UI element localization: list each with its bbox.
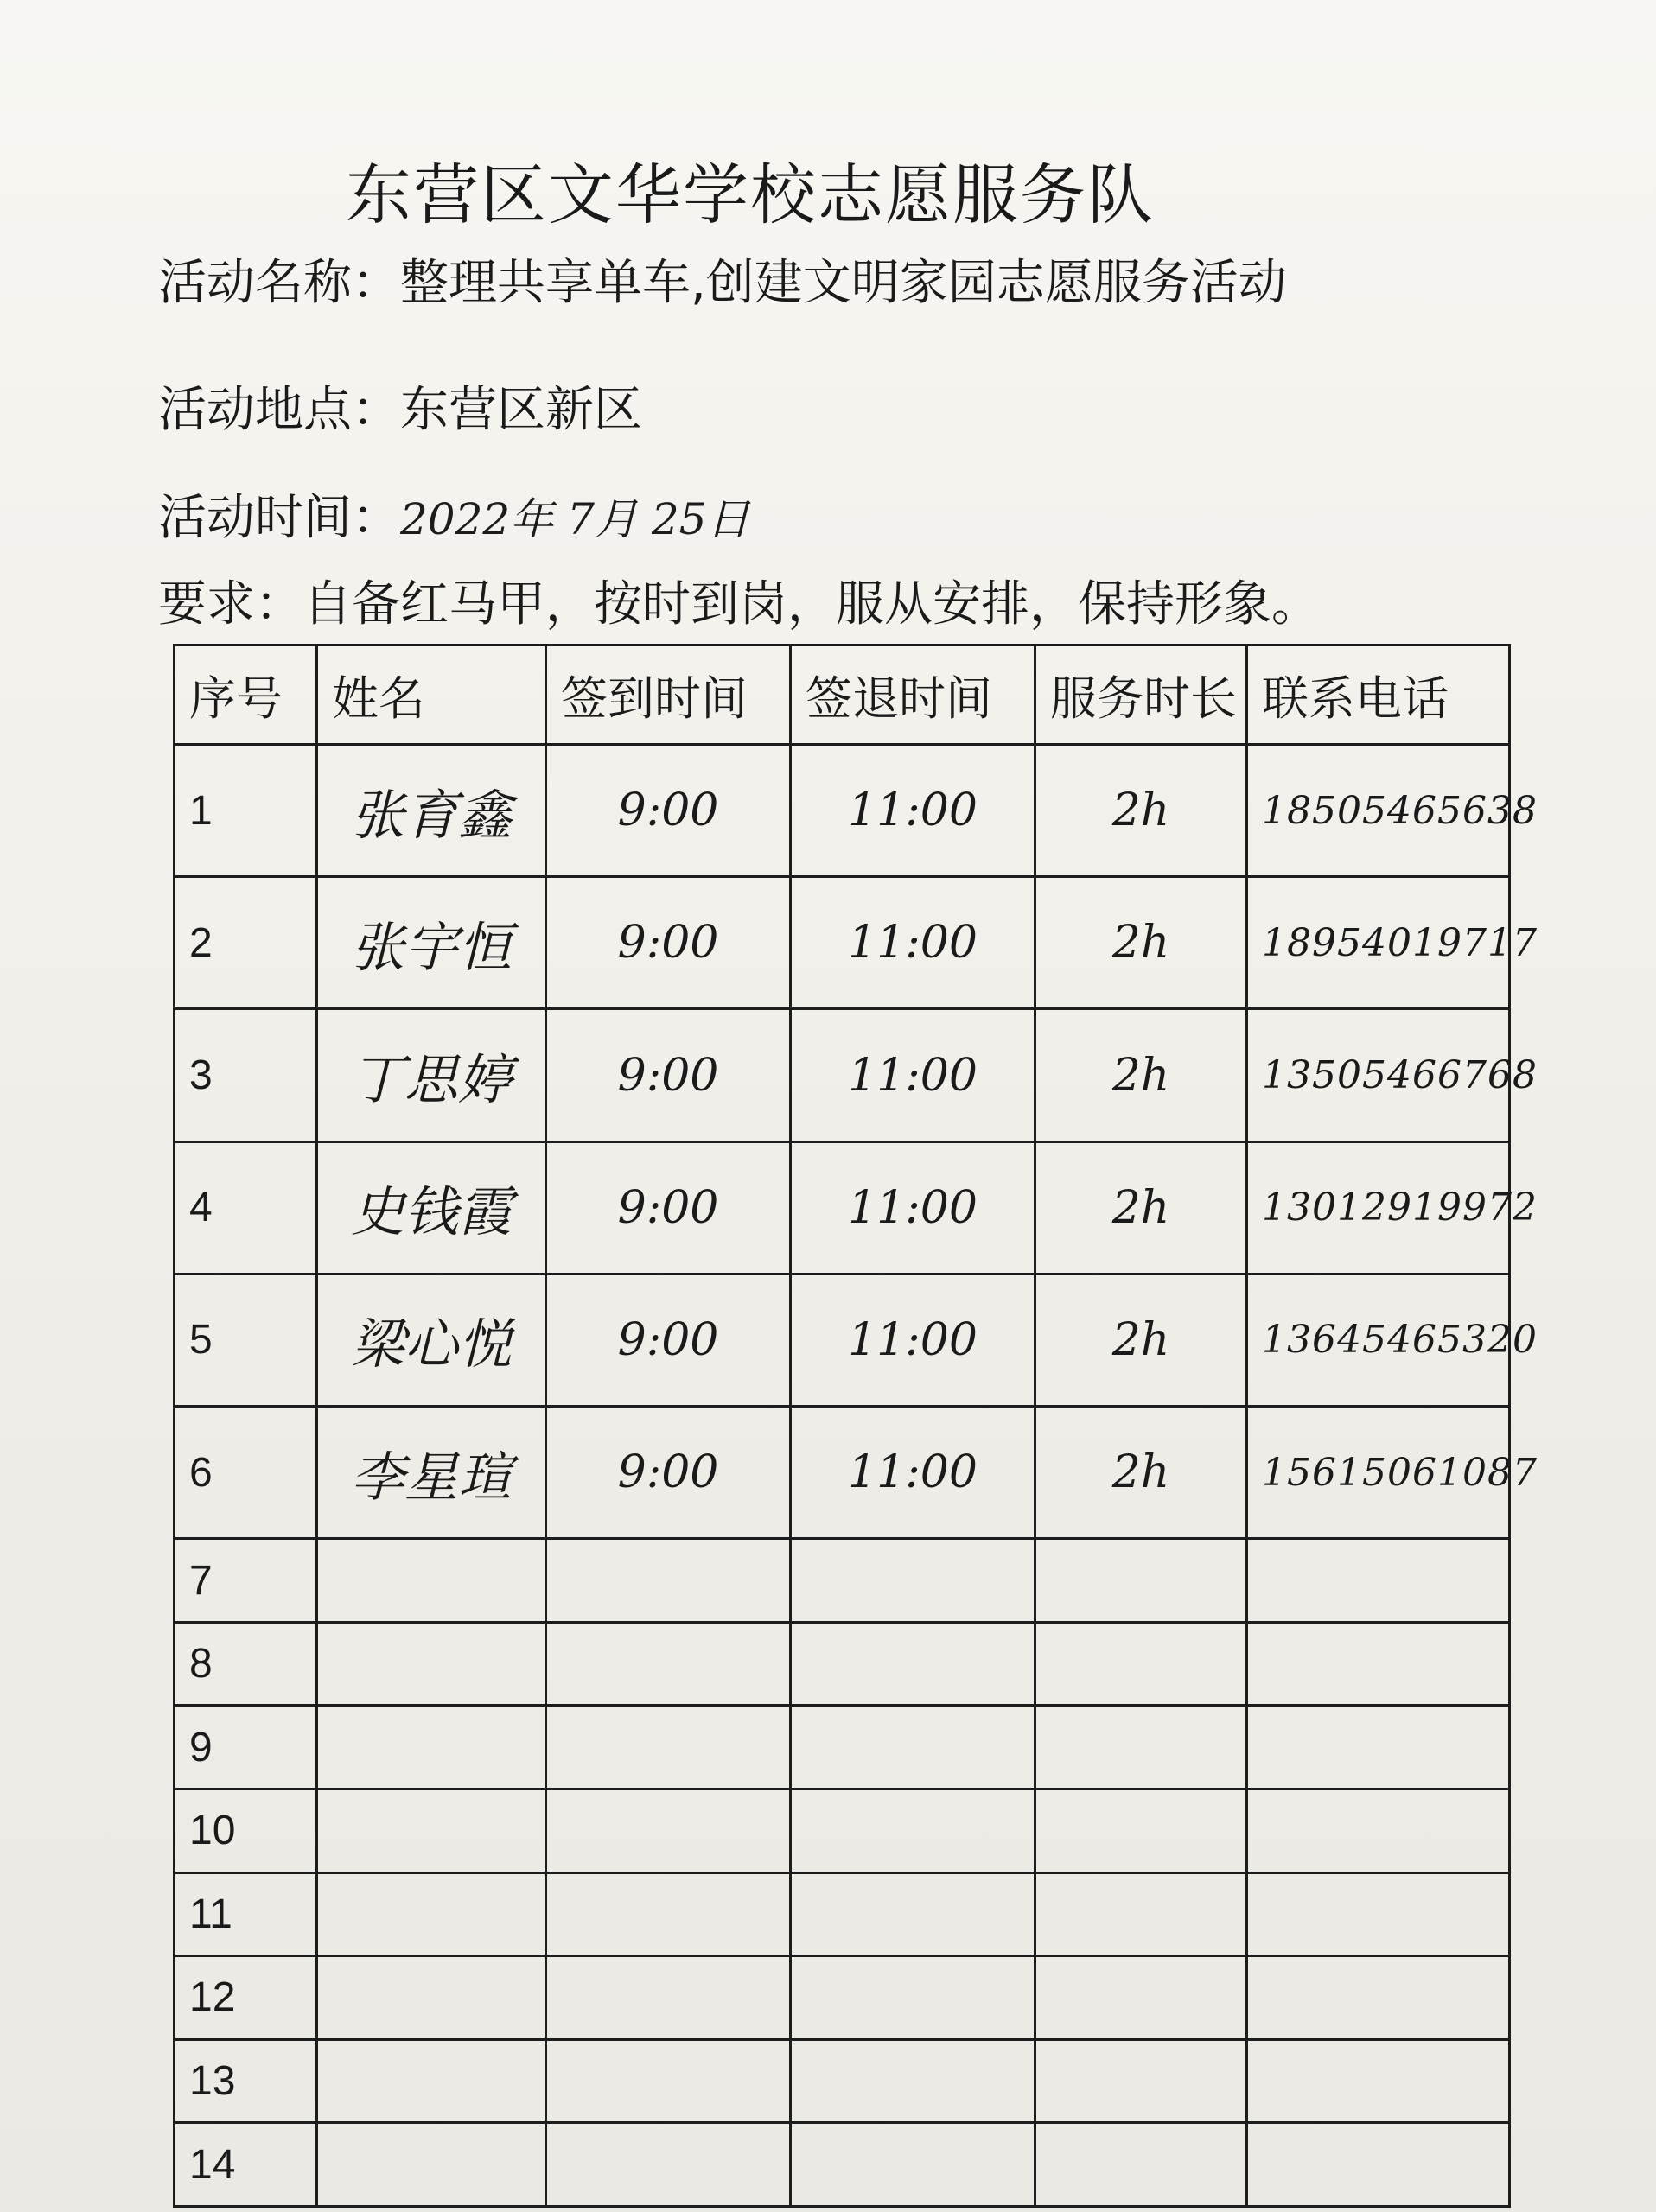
activity-time-line xyxy=(158,480,749,549)
row-phone xyxy=(1247,1789,1510,1872)
header-sign-in: 签到时间 xyxy=(546,645,791,745)
row-name xyxy=(317,1706,546,1789)
row-name: 李星瑄 xyxy=(317,1407,546,1539)
row-sign-in xyxy=(546,1622,791,1706)
activity-time-value: 2022年 7月 25日 xyxy=(400,494,750,544)
row-sign-out: 11:00 xyxy=(791,1407,1035,1539)
activity-name-line xyxy=(158,245,1287,314)
row-phone: 18505465638 xyxy=(1247,745,1510,877)
activity-name-label: 活动名称： xyxy=(158,255,400,311)
table-row xyxy=(175,1789,1510,1872)
table-row xyxy=(175,745,1510,877)
row-index: 4 xyxy=(175,1141,317,1274)
table-row xyxy=(175,2123,1510,2207)
document-title: 东营区文华学校志愿服务队 xyxy=(346,156,1155,233)
table-row xyxy=(175,1706,1510,1789)
row-sign-in: 9:00 xyxy=(546,1009,791,1141)
row-phone: 13645465320 xyxy=(1247,1274,1510,1406)
header-index: 序号 xyxy=(175,645,317,745)
row-sign-out xyxy=(791,1956,1035,2040)
table-row xyxy=(175,1622,1510,1706)
roster-table-wrapper xyxy=(173,644,1538,2208)
row-name xyxy=(317,2039,546,2123)
row-sign-out xyxy=(791,2123,1035,2207)
row-name xyxy=(317,1539,546,1623)
row-name xyxy=(317,1622,546,1706)
row-phone: 13012919972 xyxy=(1247,1141,1510,1274)
row-name xyxy=(317,1956,546,2040)
row-duration: 2h xyxy=(1035,745,1247,877)
table-row xyxy=(175,1872,1510,1956)
row-sign-out xyxy=(791,1539,1035,1623)
row-sign-out: 11:00 xyxy=(791,1009,1035,1141)
row-index: 10 xyxy=(175,1789,317,1872)
row-name xyxy=(317,1872,546,1956)
row-index: 8 xyxy=(175,1622,317,1706)
row-duration: 2h xyxy=(1035,877,1247,1009)
row-sign-in: 9:00 xyxy=(546,745,791,877)
row-phone xyxy=(1247,1706,1510,1789)
table-row xyxy=(175,1956,1510,2040)
row-index: 6 xyxy=(175,1407,317,1539)
row-duration: 2h xyxy=(1035,1141,1247,1274)
table-row xyxy=(175,2039,1510,2123)
header-phone: 联系电话 xyxy=(1247,645,1510,745)
requirement-label: 要求： xyxy=(158,576,303,632)
row-name: 张宇恒 xyxy=(317,877,546,1009)
table-row xyxy=(175,1539,1510,1623)
row-name: 丁思婷 xyxy=(317,1009,546,1141)
activity-place-value: 东营区新区 xyxy=(400,382,642,438)
activity-time-label: 活动时间： xyxy=(158,490,400,546)
row-sign-in: 9:00 xyxy=(546,1274,791,1406)
row-duration: 2h xyxy=(1035,1407,1247,1539)
table-row xyxy=(175,1141,1510,1274)
row-name xyxy=(317,1789,546,1872)
row-sign-out: 11:00 xyxy=(791,1141,1035,1274)
row-name xyxy=(317,2123,546,2207)
row-sign-in: 9:00 xyxy=(546,1407,791,1539)
row-duration xyxy=(1035,1706,1247,1789)
row-sign-out xyxy=(791,1622,1035,1706)
row-index: 13 xyxy=(175,2039,317,2123)
row-sign-in xyxy=(546,2039,791,2123)
table-row xyxy=(175,1009,1510,1141)
row-phone xyxy=(1247,1956,1510,2040)
row-index: 14 xyxy=(175,2123,317,2207)
row-sign-in xyxy=(546,1872,791,1956)
header-sign-out: 签退时间 xyxy=(791,645,1035,745)
row-sign-in: 9:00 xyxy=(546,1141,791,1274)
row-index: 5 xyxy=(175,1274,317,1406)
row-sign-in xyxy=(546,2123,791,2207)
requirement-line xyxy=(158,566,1320,635)
header-duration: 服务时长 xyxy=(1035,645,1247,745)
row-sign-out xyxy=(791,1789,1035,1872)
row-duration xyxy=(1035,1539,1247,1623)
row-phone xyxy=(1247,1622,1510,1706)
row-phone xyxy=(1247,2123,1510,2207)
table-header-row xyxy=(175,645,1510,745)
row-duration: 2h xyxy=(1035,1274,1247,1406)
row-duration xyxy=(1035,1872,1247,1956)
row-index: 9 xyxy=(175,1706,317,1789)
activity-place-label: 活动地点： xyxy=(158,382,400,438)
roster-body xyxy=(175,745,1538,2207)
row-sign-out: 11:00 xyxy=(791,1274,1035,1406)
requirement-value: 自备红马甲，按时到岗，服从安排，保持形象。 xyxy=(303,576,1320,632)
table-row xyxy=(175,877,1510,1009)
roster-table xyxy=(173,644,1538,2208)
row-phone: 15615061087 xyxy=(1247,1407,1510,1539)
row-index: 2 xyxy=(175,877,317,1009)
row-index: 7 xyxy=(175,1539,317,1623)
row-duration: 2h xyxy=(1035,1009,1247,1141)
row-sign-in xyxy=(546,1789,791,1872)
row-duration xyxy=(1035,2123,1247,2207)
row-sign-in xyxy=(546,1956,791,2040)
row-duration xyxy=(1035,2039,1247,2123)
row-sign-out xyxy=(791,1872,1035,1956)
row-index: 11 xyxy=(175,1872,317,1956)
table-row xyxy=(175,1407,1510,1539)
row-sign-in xyxy=(546,1539,791,1623)
row-duration xyxy=(1035,1622,1247,1706)
row-sign-in: 9:00 xyxy=(546,877,791,1009)
row-phone xyxy=(1247,1872,1510,1956)
activity-place-line xyxy=(158,372,642,441)
row-phone: 18954019717 xyxy=(1247,877,1510,1009)
row-name: 史钱霞 xyxy=(317,1141,546,1274)
row-sign-out: 11:00 xyxy=(791,745,1035,877)
row-phone xyxy=(1247,1539,1510,1623)
activity-name-value: 整理共享单车,创建文明家园志愿服务活动 xyxy=(400,255,1287,311)
row-sign-in xyxy=(546,1706,791,1789)
row-duration xyxy=(1035,1789,1247,1872)
row-phone xyxy=(1247,2039,1510,2123)
header-name: 姓名 xyxy=(317,645,546,745)
row-sign-out xyxy=(791,2039,1035,2123)
row-phone: 13505466768 xyxy=(1247,1009,1510,1141)
row-sign-out xyxy=(791,1706,1035,1789)
table-row xyxy=(175,1274,1510,1406)
row-duration xyxy=(1035,1956,1247,2040)
row-name: 梁心悦 xyxy=(317,1274,546,1406)
row-index: 12 xyxy=(175,1956,317,2040)
row-name: 张育鑫 xyxy=(317,745,546,877)
row-index: 1 xyxy=(175,745,317,877)
row-sign-out: 11:00 xyxy=(791,877,1035,1009)
row-index: 3 xyxy=(175,1009,317,1141)
